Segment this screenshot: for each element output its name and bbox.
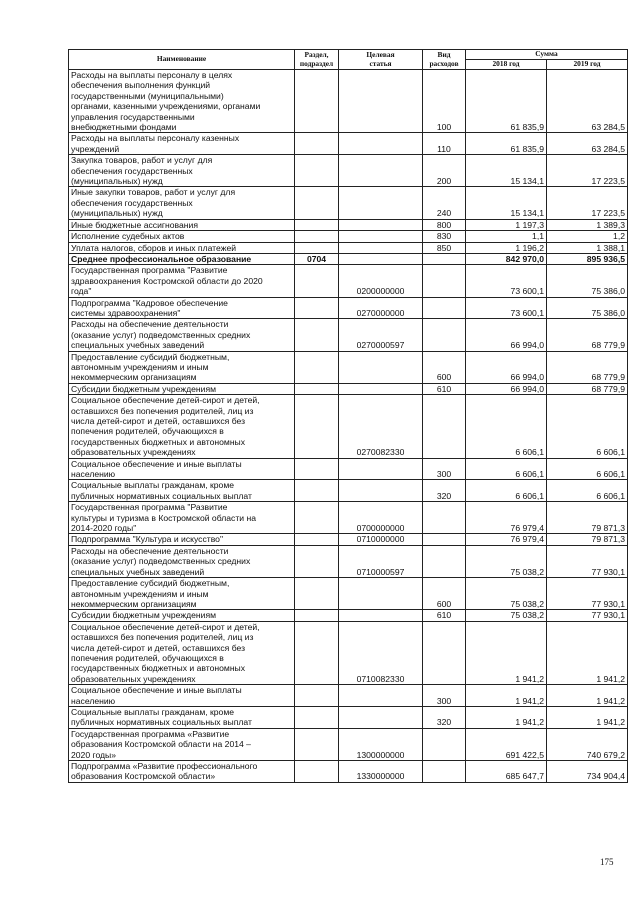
target-code-cell — [339, 685, 423, 707]
target-code-cell — [339, 458, 423, 480]
amount-2019-cell: 895 936,5 — [547, 253, 628, 264]
section-cell — [295, 265, 339, 297]
expense-type-cell — [423, 502, 466, 534]
amount-2018-cell: 6 606,1 — [466, 458, 547, 480]
row-name: Иные бюджетные ассигнования — [69, 219, 295, 230]
row-name: Иные закупки товаров, работ и услуг для обеспечения государственных (муниципальных) нужд — [69, 187, 295, 219]
amount-2018-cell: 1 941,2 — [466, 621, 547, 684]
target-code-cell — [339, 219, 423, 230]
row-name: Социальное обеспечение детей-сирот и детей, оставшихся без попечения родителей, лиц из числа детей-сирот и детей, оставшихся без попечения родителей, обучающихся в государственных бюджетных и автономных образовательных учреждениях — [69, 621, 295, 684]
section-cell — [295, 685, 339, 707]
amount-2019-cell: 75 386,0 — [547, 265, 628, 297]
row-name: Расходы на выплаты персоналу в целях обеспечения выполнения функций государственными (муниципальными) органами, казенными учреждениями, органами управления государственными внебюджетными фондами — [69, 70, 295, 133]
row-name: Государственная программа «Развитие образования Костромской области на 2014 – 2020 годы» — [69, 728, 295, 760]
amount-2019-cell: 740 679,2 — [547, 728, 628, 760]
amount-2018-cell: 691 422,5 — [466, 728, 547, 760]
table-row — [69, 685, 628, 707]
amount-2019-cell: 77 930,1 — [547, 578, 628, 610]
expense-type-cell: 850 — [423, 242, 466, 253]
amount-2019-cell: 1 941,2 — [547, 706, 628, 728]
row-name: Социальные выплаты гражданам, кроме публичных нормативных социальных выплат — [69, 706, 295, 728]
row-name: Расходы на обеспечение деятельности (оказание услуг) подведомственных средних специальных учебных заведений — [69, 319, 295, 351]
table-row — [69, 458, 628, 480]
amount-2018-cell: 75 038,2 — [466, 610, 547, 621]
table-row — [69, 253, 628, 264]
section-cell — [295, 351, 339, 383]
amount-2018-cell: 66 994,0 — [466, 383, 547, 394]
amount-2019-cell: 17 223,5 — [547, 187, 628, 219]
target-code-cell: 0700000000 — [339, 502, 423, 534]
section-cell — [295, 133, 339, 155]
section-cell — [295, 621, 339, 684]
section-cell — [295, 219, 339, 230]
amount-2019-cell: 1 941,2 — [547, 621, 628, 684]
amount-2018-cell: 61 835,9 — [466, 70, 547, 133]
header-sum: Сумма — [466, 50, 628, 60]
amount-2019-cell: 77 930,1 — [547, 610, 628, 621]
amount-2018-cell: 685 647,7 — [466, 761, 547, 783]
header-exptype: Вид расходов — [423, 50, 466, 70]
expense-type-cell — [423, 319, 466, 351]
amount-2019-cell: 77 930,1 — [547, 545, 628, 577]
row-name: Среднее профессиональное образование — [69, 253, 295, 264]
amount-2018-cell: 75 038,2 — [466, 578, 547, 610]
section-cell — [295, 70, 339, 133]
amount-2019-cell: 1,2 — [547, 231, 628, 242]
table-row — [69, 133, 628, 155]
amount-2019-cell: 1 388,1 — [547, 242, 628, 253]
amount-2019-cell: 68 779,9 — [547, 383, 628, 394]
row-name: Расходы на обеспечение деятельности (оказание услуг) подведомственных средних специальных учебных заведений — [69, 545, 295, 577]
amount-2018-cell: 6 606,1 — [466, 395, 547, 458]
amount-2019-cell: 68 779,9 — [547, 319, 628, 351]
table-row — [69, 351, 628, 383]
target-code-cell: 1300000000 — [339, 728, 423, 760]
row-name: Социальное обеспечение и иные выплаты населению — [69, 685, 295, 707]
header-section: Раздел, подраздел — [295, 50, 339, 70]
expense-type-cell — [423, 265, 466, 297]
section-cell — [295, 242, 339, 253]
section-cell — [295, 297, 339, 319]
table-row — [69, 578, 628, 610]
row-name: Субсидии бюджетным учреждениям — [69, 610, 295, 621]
target-code-cell: 0270000597 — [339, 319, 423, 351]
section-cell — [295, 534, 339, 545]
expense-type-cell: 600 — [423, 578, 466, 610]
amount-2018-cell: 15 134,1 — [466, 155, 547, 187]
expense-type-cell: 610 — [423, 383, 466, 394]
section-cell — [295, 761, 339, 783]
section-cell — [295, 319, 339, 351]
row-name: Социальные выплаты гражданам, кроме публичных нормативных социальных выплат — [69, 480, 295, 502]
section-cell — [295, 610, 339, 621]
amount-2018-cell: 76 979,4 — [466, 534, 547, 545]
amount-2018-cell: 76 979,4 — [466, 502, 547, 534]
table-row — [69, 219, 628, 230]
target-code-cell — [339, 351, 423, 383]
row-name: Уплата налогов, сборов и иных платежей — [69, 242, 295, 253]
amount-2018-cell: 73 600,1 — [466, 265, 547, 297]
amount-2018-cell: 66 994,0 — [466, 351, 547, 383]
target-code-cell: 0270000000 — [339, 297, 423, 319]
amount-2018-cell: 15 134,1 — [466, 187, 547, 219]
target-code-cell — [339, 70, 423, 133]
expense-type-cell: 800 — [423, 219, 466, 230]
target-code-cell — [339, 706, 423, 728]
amount-2019-cell: 1 941,2 — [547, 685, 628, 707]
expense-type-cell: 110 — [423, 133, 466, 155]
expense-type-cell: 830 — [423, 231, 466, 242]
row-name: Предоставление субсидий бюджетным, автономным учреждениям и иным некоммерческим организациям — [69, 578, 295, 610]
row-name: Подпрограмма "Культура и искусство" — [69, 534, 295, 545]
table-row — [69, 502, 628, 534]
amount-2019-cell: 1 389,3 — [547, 219, 628, 230]
section-cell — [295, 383, 339, 394]
table-row — [69, 728, 628, 760]
section-cell — [295, 395, 339, 458]
expense-type-cell: 320 — [423, 480, 466, 502]
table-row — [69, 621, 628, 684]
row-name: Подпрограмма «Развитие профессионального образования Костромской области» — [69, 761, 295, 783]
amount-2019-cell: 6 606,1 — [547, 480, 628, 502]
amount-2018-cell: 6 606,1 — [466, 480, 547, 502]
amount-2019-cell: 6 606,1 — [547, 458, 628, 480]
expense-type-cell — [423, 761, 466, 783]
amount-2019-cell: 63 284,5 — [547, 133, 628, 155]
table-row — [69, 297, 628, 319]
amount-2019-cell: 68 779,9 — [547, 351, 628, 383]
row-name: Подпрограмма "Кадровое обеспечение системы здравоохранения" — [69, 297, 295, 319]
section-cell — [295, 502, 339, 534]
expense-type-cell — [423, 253, 466, 264]
header-target: Целевая статья — [339, 50, 423, 70]
table-row — [69, 231, 628, 242]
section-cell — [295, 728, 339, 760]
target-code-cell — [339, 610, 423, 621]
section-cell — [295, 706, 339, 728]
section-cell: 0704 — [295, 253, 339, 264]
expense-type-cell: 100 — [423, 70, 466, 133]
table-row — [69, 383, 628, 394]
header-2019: 2019 год — [547, 60, 628, 70]
target-code-cell — [339, 155, 423, 187]
row-name: Закупка товаров, работ и услуг для обеспечения государственных (муниципальных) нужд — [69, 155, 295, 187]
table-row — [69, 187, 628, 219]
table-body — [69, 70, 628, 783]
expense-type-cell: 240 — [423, 187, 466, 219]
amount-2019-cell: 734 904,4 — [547, 761, 628, 783]
section-cell — [295, 231, 339, 242]
target-code-cell — [339, 383, 423, 394]
table-row — [69, 395, 628, 458]
section-cell — [295, 458, 339, 480]
amount-2018-cell: 842 970,0 — [466, 253, 547, 264]
section-cell — [295, 578, 339, 610]
expense-type-cell: 600 — [423, 351, 466, 383]
amount-2018-cell: 1 941,2 — [466, 685, 547, 707]
expense-type-cell: 610 — [423, 610, 466, 621]
target-code-cell — [339, 578, 423, 610]
table-row — [69, 610, 628, 621]
table-row — [69, 242, 628, 253]
table-row — [69, 706, 628, 728]
row-name: Социальное обеспечение детей-сирот и детей, оставшихся без попечения родителей, лиц из числа детей-сирот и детей, оставшихся без попечения родителей, обучающихся в государственных бюджетных и автономных образовательных учреждениях — [69, 395, 295, 458]
row-name: Исполнение судебных актов — [69, 231, 295, 242]
header-2018: 2018 год — [466, 60, 547, 70]
expense-type-cell: 320 — [423, 706, 466, 728]
row-name: Государственная программа "Развитие здравоохранения Костромской области до 2020 года" — [69, 265, 295, 297]
section-cell — [295, 545, 339, 577]
amount-2018-cell: 61 835,9 — [466, 133, 547, 155]
amount-2019-cell: 17 223,5 — [547, 155, 628, 187]
target-code-cell: 0200000000 — [339, 265, 423, 297]
expense-type-cell — [423, 395, 466, 458]
row-name: Субсидии бюджетным учреждениям — [69, 383, 295, 394]
amount-2018-cell: 73 600,1 — [466, 297, 547, 319]
expense-type-cell — [423, 534, 466, 545]
expense-type-cell: 300 — [423, 458, 466, 480]
table-row — [69, 761, 628, 783]
amount-2018-cell: 1 941,2 — [466, 706, 547, 728]
expense-type-cell — [423, 621, 466, 684]
target-code-cell — [339, 480, 423, 502]
section-cell — [295, 187, 339, 219]
header-name: Наименование — [69, 50, 295, 70]
target-code-cell: 0710000000 — [339, 534, 423, 545]
target-code-cell: 0270082330 — [339, 395, 423, 458]
table-row — [69, 534, 628, 545]
amount-2018-cell: 66 994,0 — [466, 319, 547, 351]
expense-type-cell — [423, 728, 466, 760]
section-cell — [295, 155, 339, 187]
expense-type-cell — [423, 545, 466, 577]
target-code-cell — [339, 187, 423, 219]
amount-2019-cell: 6 606,1 — [547, 395, 628, 458]
amount-2019-cell: 79 871,3 — [547, 502, 628, 534]
target-code-cell — [339, 242, 423, 253]
target-code-cell — [339, 253, 423, 264]
expense-type-cell: 300 — [423, 685, 466, 707]
table-row — [69, 265, 628, 297]
target-code-cell: 0710000597 — [339, 545, 423, 577]
amount-2019-cell: 79 871,3 — [547, 534, 628, 545]
target-code-cell — [339, 231, 423, 242]
table-row — [69, 155, 628, 187]
row-name: Предоставление субсидий бюджетным, автономным учреждениям и иным некоммерческим организациям — [69, 351, 295, 383]
expense-type-cell — [423, 297, 466, 319]
target-code-cell — [339, 133, 423, 155]
amount-2019-cell: 63 284,5 — [547, 70, 628, 133]
page-number: 175 — [600, 857, 614, 867]
section-cell — [295, 480, 339, 502]
table-row — [69, 480, 628, 502]
table-row — [69, 545, 628, 577]
table-row — [69, 70, 628, 133]
row-name: Расходы на выплаты персоналу казенных учреждений — [69, 133, 295, 155]
amount-2018-cell: 1 197,3 — [466, 219, 547, 230]
target-code-cell: 0710082330 — [339, 621, 423, 684]
table-row — [69, 319, 628, 351]
row-name: Государственная программа "Развитие культуры и туризма в Костромской области на 2014-2020 годы" — [69, 502, 295, 534]
expense-type-cell: 200 — [423, 155, 466, 187]
amount-2018-cell: 1 196,2 — [466, 242, 547, 253]
row-name: Социальное обеспечение и иные выплаты населению — [69, 458, 295, 480]
budget-table — [68, 49, 628, 783]
amount-2019-cell: 75 386,0 — [547, 297, 628, 319]
amount-2018-cell: 1,1 — [466, 231, 547, 242]
target-code-cell: 1330000000 — [339, 761, 423, 783]
amount-2018-cell: 75 038,2 — [466, 545, 547, 577]
